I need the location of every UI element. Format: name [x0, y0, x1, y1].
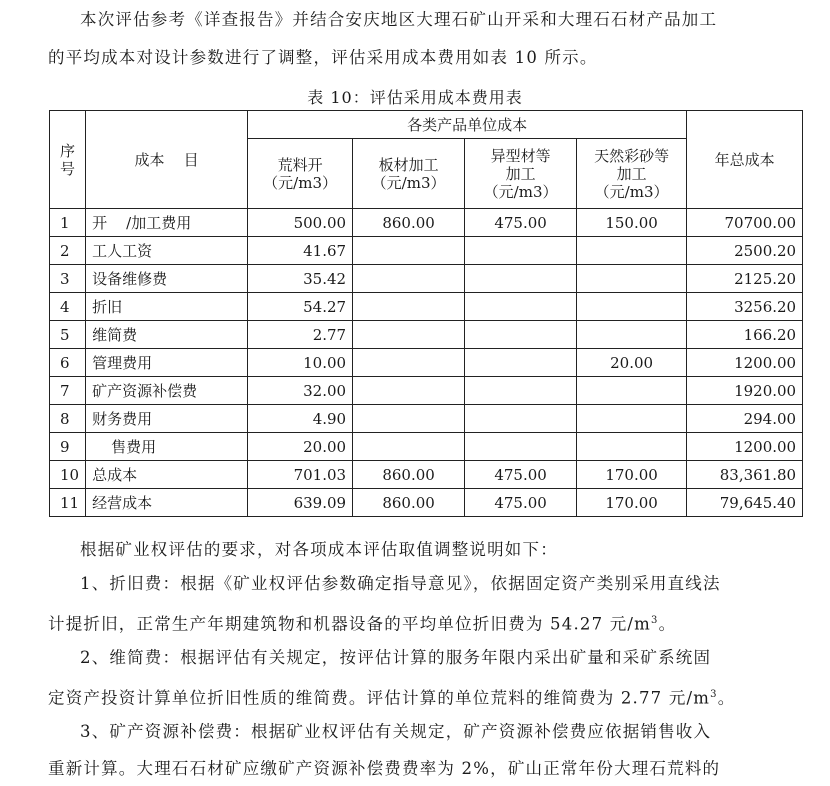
cell-annual-total: 2125.20	[687, 265, 803, 293]
cell-slab-processing	[353, 321, 465, 349]
cell-slab-processing: 860.00	[353, 209, 465, 237]
cell-item: 折旧	[86, 293, 248, 321]
body-p2-line1: 1、折旧费：根据《矿业权评估参数确定指导意见》，依据固定资产类别采用直线法	[80, 574, 721, 593]
cell-item: 总成本	[86, 461, 248, 489]
body-p2-line2-sup: 3	[651, 615, 659, 626]
cell-rough-block: 10.00	[248, 349, 353, 377]
body-p2-line2	[48, 611, 793, 635]
cell-colored-sand	[577, 321, 687, 349]
cell-rough-block: 500.00	[248, 209, 353, 237]
body-p3-line2	[48, 685, 793, 709]
table-row	[50, 433, 803, 461]
cell-colored-sand: 150.00	[577, 209, 687, 237]
cell-annual-total: 70700.00	[687, 209, 803, 237]
table-row	[50, 321, 803, 349]
cell-slab-processing	[353, 377, 465, 405]
table-row	[50, 405, 803, 433]
intro-line-1: 本次评估参考《详查报告》并结合安庆地区大理石矿山开采和大理石石材产品加工	[80, 10, 718, 29]
cell-index: 9	[50, 433, 86, 461]
header-index: 序号	[50, 111, 86, 209]
cell-colored-sand	[577, 405, 687, 433]
header-rough-block: 荒料开 （元/m3）	[248, 139, 353, 209]
table-row	[50, 489, 803, 517]
cell-shaped-stone	[465, 349, 577, 377]
cell-annual-total: 1200.00	[687, 349, 803, 377]
table-row	[50, 349, 803, 377]
cell-shaped-stone: 475.00	[465, 489, 577, 517]
cell-annual-total: 2500.20	[687, 237, 803, 265]
cell-index: 6	[50, 349, 86, 377]
table-caption: 表 10：评估采用成本费用表	[307, 88, 523, 107]
cell-item: 设备维修费	[86, 265, 248, 293]
cell-index: 8	[50, 405, 86, 433]
cell-index: 2	[50, 237, 86, 265]
table-row	[50, 377, 803, 405]
header-annual-total: 年总成本	[687, 111, 803, 209]
cell-item: 经营成本	[86, 489, 248, 517]
cell-annual-total: 166.20	[687, 321, 803, 349]
cell-annual-total: 1200.00	[687, 433, 803, 461]
cell-slab-processing	[353, 265, 465, 293]
cell-slab-processing: 860.00	[353, 461, 465, 489]
cell-rough-block: 4.90	[248, 405, 353, 433]
cell-rough-block: 701.03	[248, 461, 353, 489]
cell-annual-total: 83,361.80	[687, 461, 803, 489]
body-p2-line2-end: 。	[658, 614, 677, 634]
cell-item: 管理费用	[86, 349, 248, 377]
cell-rough-block: 32.00	[248, 377, 353, 405]
cell-slab-processing	[353, 433, 465, 461]
cell-colored-sand	[577, 433, 687, 461]
body-p3-line1: 2、维简费：根据评估有关规定，按评估计算的服务年限内采出矿量和采矿系统固	[80, 648, 712, 667]
cell-slab-processing	[353, 293, 465, 321]
cell-item: 售费用	[86, 433, 248, 461]
body-p4-line2: 重新计算。大理石石材矿应缴矿产资源补偿费费率为 2%，矿山正常年份大理石荒料的	[48, 759, 721, 778]
body-p2-line2-text: 计提折旧，正常生产年期建筑物和机器设备的平均单位折旧费为 54.27 元/m	[48, 614, 652, 634]
header-item: 成本 目	[86, 111, 248, 209]
cost-table	[49, 110, 803, 517]
cell-index: 3	[50, 265, 86, 293]
cell-index: 11	[50, 489, 86, 517]
cell-colored-sand: 170.00	[577, 489, 687, 517]
cost-table-body	[50, 209, 803, 517]
cell-colored-sand	[577, 377, 687, 405]
cell-shaped-stone	[465, 265, 577, 293]
cell-annual-total: 79,645.40	[687, 489, 803, 517]
cell-shaped-stone: 475.00	[465, 209, 577, 237]
cell-item: 矿产资源补偿费	[86, 377, 248, 405]
cell-colored-sand: 20.00	[577, 349, 687, 377]
body-p4-line1: 3、矿产资源补偿费：根据矿业权评估有关规定，矿产资源补偿费应依据销售收入	[80, 722, 712, 741]
cell-annual-total: 3256.20	[687, 293, 803, 321]
cell-slab-processing	[353, 405, 465, 433]
body-p3-line2-text: 定资产投资计算单位折旧性质的维简费。评估计算的单位荒料的维简费为 2.77 元/m	[48, 688, 711, 708]
cell-colored-sand: 170.00	[577, 461, 687, 489]
cell-slab-processing	[353, 349, 465, 377]
cell-colored-sand	[577, 265, 687, 293]
table-row	[50, 209, 803, 237]
cell-slab-processing	[353, 237, 465, 265]
cell-colored-sand	[577, 293, 687, 321]
cell-item: 工人工资	[86, 237, 248, 265]
cell-index: 5	[50, 321, 86, 349]
cell-item: 维简费	[86, 321, 248, 349]
table-row	[50, 237, 803, 265]
header-shaped-stone: 异型材等 加工 （元/m3）	[465, 139, 577, 209]
cell-slab-processing: 860.00	[353, 489, 465, 517]
cell-colored-sand	[577, 237, 687, 265]
cell-shaped-stone	[465, 377, 577, 405]
cell-shaped-stone	[465, 433, 577, 461]
cell-shaped-stone	[465, 405, 577, 433]
cell-index: 7	[50, 377, 86, 405]
cell-shaped-stone: 475.00	[465, 461, 577, 489]
table-row	[50, 265, 803, 293]
intro-line-2: 的平均成本对设计参数进行了调整，评估采用成本费用如表 10 所示。	[48, 48, 598, 67]
cell-rough-block: 41.67	[248, 237, 353, 265]
cell-annual-total: 1920.00	[687, 377, 803, 405]
header-unit-cost-group: 各类产品单位成本	[248, 111, 687, 139]
cell-item: 开 /加工费用	[86, 209, 248, 237]
cell-shaped-stone	[465, 237, 577, 265]
cell-shaped-stone	[465, 293, 577, 321]
body-p3-line2-sup: 3	[710, 689, 718, 700]
body-p3-line2-end: 。	[717, 688, 736, 708]
cell-rough-block: 20.00	[248, 433, 353, 461]
cell-rough-block: 54.27	[248, 293, 353, 321]
cell-item: 财务费用	[86, 405, 248, 433]
cell-rough-block: 2.77	[248, 321, 353, 349]
header-colored-sand: 天然彩砂等 加工 （元/m3）	[577, 139, 687, 209]
cell-rough-block: 639.09	[248, 489, 353, 517]
body-p1: 根据矿业权评估的要求，对各项成本评估取值调整说明如下：	[80, 540, 558, 559]
header-slab-processing: 板材加工 （元/m3）	[353, 139, 465, 209]
table-row	[50, 461, 803, 489]
cell-index: 1	[50, 209, 86, 237]
cell-annual-total: 294.00	[687, 405, 803, 433]
cell-index: 10	[50, 461, 86, 489]
cell-rough-block: 35.42	[248, 265, 353, 293]
table-row	[50, 293, 803, 321]
cell-index: 4	[50, 293, 86, 321]
cell-shaped-stone	[465, 321, 577, 349]
